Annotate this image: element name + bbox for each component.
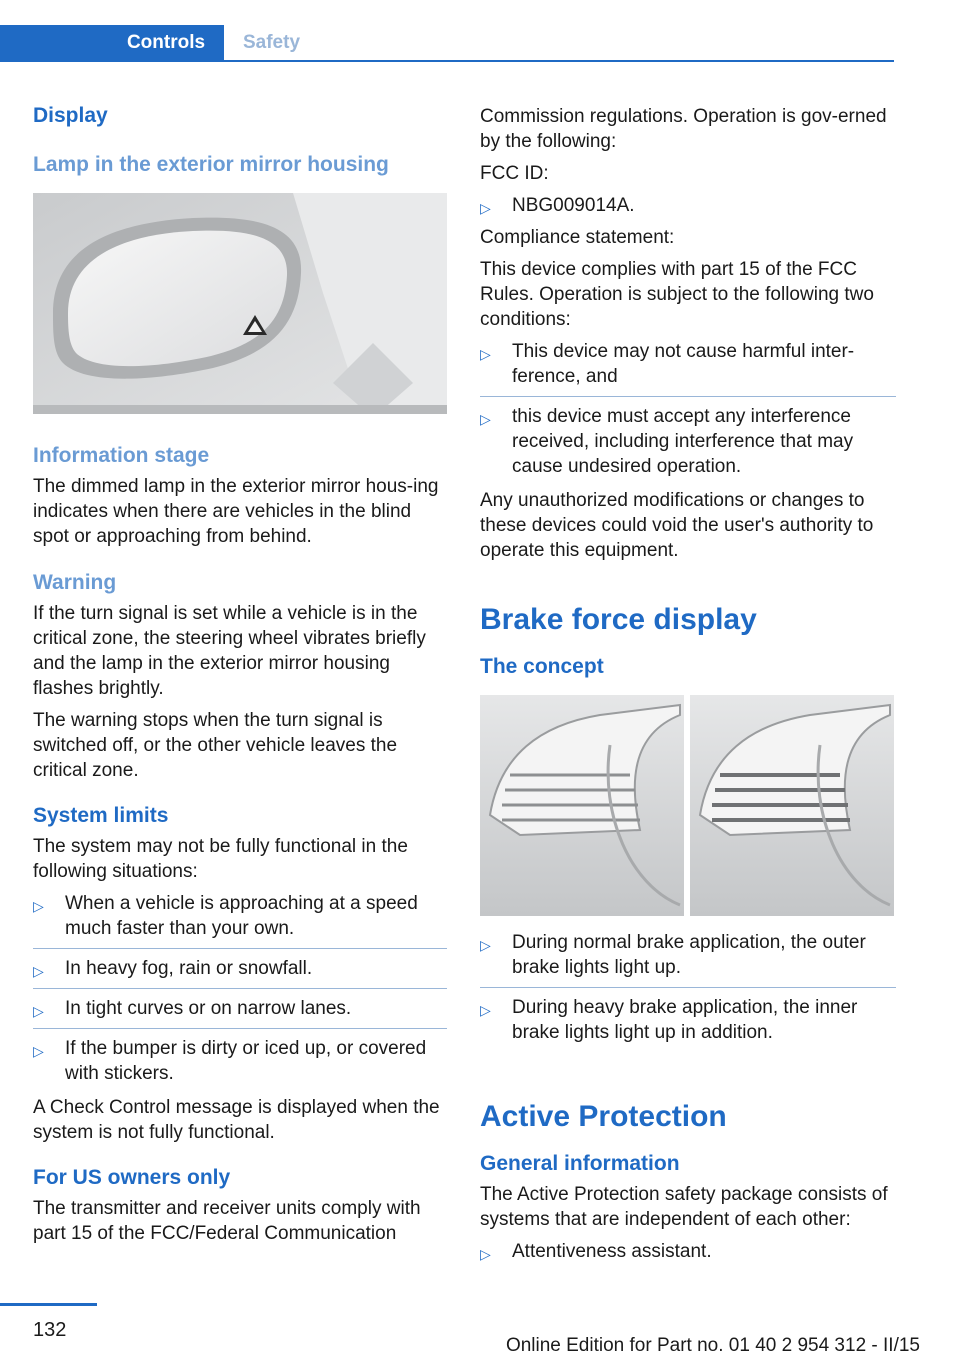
list-item: ▷ this device must accept any interference received, including interference that may cause undesired operation. bbox=[480, 406, 854, 477]
list-item: ▷ In heavy fog, rain or snowfall. bbox=[33, 956, 447, 989]
triangle-bullet-icon: ▷ bbox=[33, 898, 44, 914]
us-owners-heading: For US owners only bbox=[33, 1166, 231, 1189]
check-control-text: A Check Control message is displayed when the system is not fully functional. bbox=[33, 1097, 440, 1143]
list-item: ▷ Attentiveness assistant. bbox=[480, 1239, 896, 1271]
tab-safety[interactable]: Safety bbox=[224, 25, 319, 60]
warning-text: If the turn signal is set while a vehicle is in the critical zone, the steering wheel vibrates briefly and the lamp in the exterior mirror housing flashes brightly. bbox=[33, 603, 426, 699]
system-limits-list bbox=[33, 891, 447, 1093]
page-number: 132 bbox=[33, 1319, 67, 1341]
brake-force-heading: Brake force display bbox=[480, 603, 757, 636]
list-item: ▷ NBG009014A. bbox=[480, 193, 896, 225]
display-heading: Display bbox=[33, 104, 108, 127]
tab-controls[interactable]: Controls bbox=[108, 25, 224, 60]
left-column bbox=[33, 100, 447, 1246]
edition-text: Online Edition for Part no. 01 40 2 954 312 - II/15 bbox=[505, 1335, 920, 1356]
mirror-heading: Lamp in the exterior mirror housing bbox=[33, 153, 389, 176]
triangle-bullet-icon: ▷ bbox=[33, 963, 44, 979]
mirror-illustration bbox=[33, 193, 447, 414]
list-item: ▷ In tight curves or on narrow lanes. bbox=[33, 996, 447, 1029]
header-tab-bar bbox=[0, 0, 894, 62]
general-info-list bbox=[480, 1239, 896, 1271]
info-stage-heading: Information stage bbox=[33, 444, 210, 467]
triangle-bullet-icon: ▷ bbox=[480, 1002, 491, 1018]
fcc-id-label: FCC ID: bbox=[480, 163, 549, 184]
list-item: ▷ If the bumper is dirty or iced up, or covered with stickers. bbox=[33, 1038, 427, 1084]
tab-bar-accent bbox=[0, 25, 108, 60]
mirror-image bbox=[33, 193, 447, 414]
system-limits-heading: System limits bbox=[33, 804, 169, 827]
unauthorized-text: Any unauthorized modifications or changes to these devices could void the user's authority to operate this equipment. bbox=[480, 490, 874, 561]
compliance-text: This device complies with part 15 of the FCC Rules. Operation is subject to the following two conditions: bbox=[480, 259, 874, 330]
fcc-continued-text: Commission regulations. Operation is gov‐erned by the following: bbox=[480, 106, 887, 152]
triangle-bullet-icon: ▷ bbox=[33, 1003, 44, 1019]
triangle-bullet-icon: ▷ bbox=[480, 346, 491, 362]
us-owners-text: The transmitter and receiver units comply with part 15 of the FCC/Federal Communication bbox=[33, 1198, 421, 1244]
info-stage-text: The dimmed lamp in the exterior mirror hous‐ing indicates when there are vehicles in the blind spot or approaching from behind. bbox=[33, 476, 439, 547]
list-item: ▷ During normal brake application, the outer brake lights light up. bbox=[480, 930, 896, 988]
warning-heading: Warning bbox=[33, 571, 117, 594]
general-info-heading: General information bbox=[480, 1152, 680, 1175]
active-protection-heading: Active Protection bbox=[480, 1100, 727, 1133]
system-limits-text: The system may not be fully functional in the following situations: bbox=[33, 836, 408, 882]
list-item: ▷ When a vehicle is approaching at a speed much faster than your own. bbox=[33, 891, 447, 949]
brake-list bbox=[480, 930, 896, 1052]
triangle-bullet-icon: ▷ bbox=[480, 200, 491, 216]
list-item: ▷ This device may not cause harmful inter‐ference, and bbox=[480, 339, 896, 397]
warning-text-2: The warning stops when the turn signal is switched off, or the other vehicle leaves the critical zone. bbox=[33, 710, 398, 781]
brake-lights-illustration bbox=[480, 695, 894, 916]
right-column bbox=[480, 100, 896, 1271]
triangle-bullet-icon: ▷ bbox=[33, 1043, 44, 1059]
list-item: ▷ During heavy brake application, the inner brake lights light up in addition. bbox=[480, 997, 858, 1043]
conditions-list bbox=[480, 339, 896, 486]
fcc-id-list bbox=[480, 193, 896, 225]
compliance-label: Compliance statement: bbox=[480, 227, 675, 248]
triangle-bullet-icon: ▷ bbox=[480, 937, 491, 953]
triangle-bullet-icon: ▷ bbox=[480, 411, 491, 427]
triangle-bullet-icon: ▷ bbox=[480, 1246, 491, 1262]
concept-heading: The concept bbox=[480, 655, 604, 678]
general-info-text: The Active Protection safety package consists of systems that are independent of each other: bbox=[480, 1184, 888, 1230]
footer-accent-line bbox=[0, 1303, 97, 1306]
brake-lights-image bbox=[480, 695, 894, 916]
